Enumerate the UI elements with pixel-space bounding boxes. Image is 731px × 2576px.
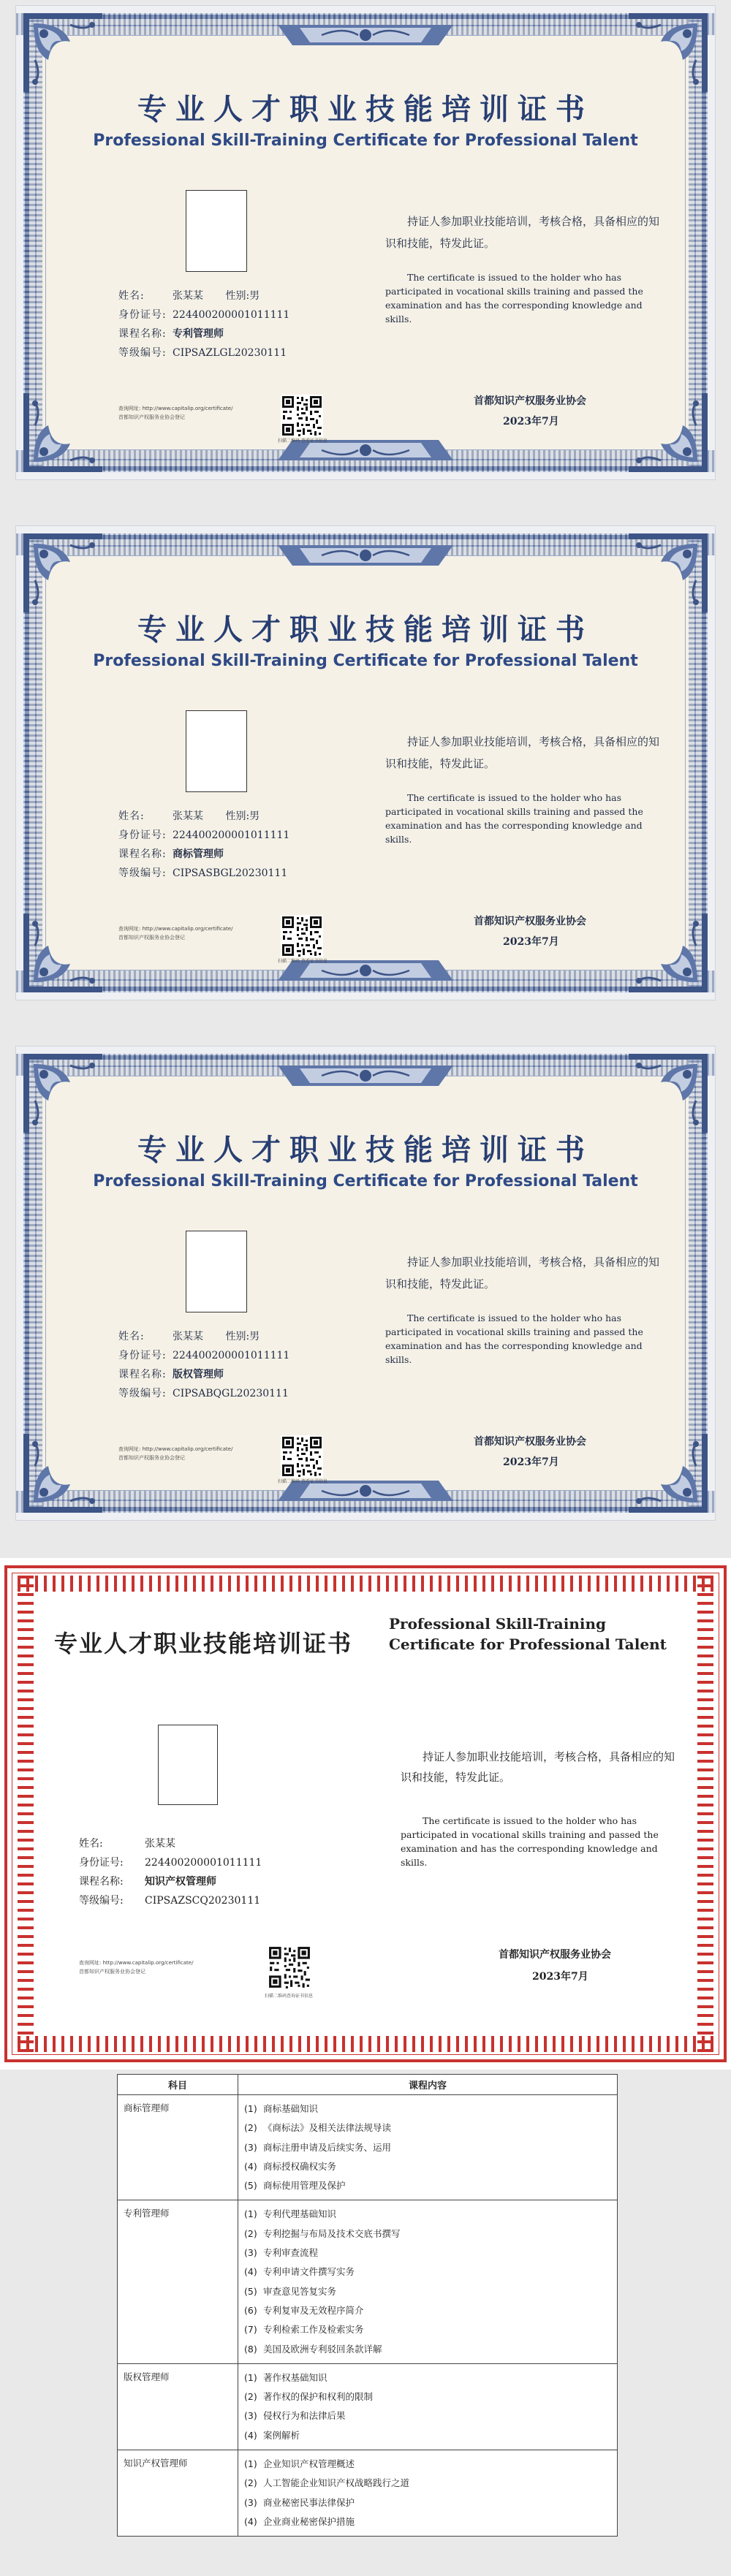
verification-url: 查询网址: http://www.capitalip.org/certificate/ [118, 926, 233, 932]
holder-name: 张某某 [173, 290, 203, 302]
statement-cn: 持证人参加职业技能培训，考核合格，具备相应的知识和技能，特发此证。 [385, 1255, 660, 1291]
item-text: 著作权基础知识 [263, 2371, 327, 2383]
item-number: (4) [244, 2515, 257, 2527]
item-text: 商标使用管理及保护 [263, 2180, 346, 2192]
fret-border-right [697, 1576, 713, 2052]
list-item [244, 2301, 611, 2320]
holder-gender: 男 [249, 810, 260, 822]
id-row [118, 826, 289, 845]
id-row [118, 305, 289, 324]
holder-name: 张某某 [173, 1331, 203, 1342]
verification-registry: 首都知识产权服务业协会登记 [118, 414, 185, 420]
list-item [244, 2100, 611, 2119]
table-row [118, 2450, 618, 2537]
holder-name: 张某某 [145, 1838, 175, 1850]
certificate-title-cn: 专业人才职业技能培训证书 [54, 1630, 353, 1657]
verification-url: 查询网址: http://www.capitalip.org/certificate/ [118, 406, 233, 411]
item-number: (3) [244, 2410, 257, 2422]
top-ornament-icon [278, 22, 453, 48]
course-name: 版权管理师 [173, 1369, 224, 1380]
item-text: 专利挖掘与布局及技术交底书撰写 [263, 2227, 401, 2239]
holder-id-number: 224400200001011111 [173, 829, 290, 841]
name-row [118, 286, 289, 305]
list-item [244, 2119, 611, 2138]
verification-url: 查询网址: http://www.capitalip.org/certificate/ [79, 1960, 194, 1966]
id-label: 身份证号: [118, 829, 167, 841]
statement-cn: 持证人参加职业技能培训，考核合格，具备相应的知识和技能，特发此证。 [385, 215, 660, 250]
certificate-copyright-manager [16, 1046, 715, 1520]
item-text: 《商标法》及相关法律法规导读 [263, 2122, 392, 2134]
item-number: (8) [244, 2343, 257, 2355]
level-number: CIPSABQGL20230111 [173, 1388, 289, 1399]
certificate-title-en: Professional Skill-Training Certificate for Professional Talent [93, 132, 638, 150]
corner-ornament-icon [624, 529, 712, 617]
issue-date: 2023年7月 [503, 936, 559, 948]
statement-cn: 持证人参加职业技能培训，考核合格，具备相应的知识和技能，特发此证。 [401, 1750, 675, 1784]
table-header-row [118, 2075, 618, 2095]
holder-id-number: 224400200001011111 [173, 309, 290, 321]
holder-fields [118, 286, 289, 362]
course-label: 课程名称: [118, 1369, 167, 1380]
corner-ornament-icon [19, 529, 107, 617]
top-ornament-icon [278, 1063, 453, 1089]
holder-fields [118, 1327, 289, 1403]
certificate-title-en: Professional Skill-Training Certificate for Professional Talent [389, 1615, 667, 1653]
holder-gender: 男 [249, 1331, 260, 1342]
level-number: CIPSAZSCQ20230111 [145, 1895, 261, 1907]
level-row [118, 1384, 289, 1403]
content-cell [238, 2095, 618, 2200]
level-label: 等级编号: [118, 867, 167, 879]
level-label: 等级编号: [118, 1388, 167, 1399]
name-label: 姓名: [118, 1331, 145, 1342]
item-text: 案例解析 [263, 2429, 300, 2441]
course-row [118, 1365, 289, 1384]
qr-caption: 扫描二维码查询证书信息 [264, 1994, 313, 1999]
table-row [118, 2200, 618, 2363]
qr-code-icon[interactable] [281, 395, 323, 437]
list-item [244, 2205, 611, 2224]
item-number: (2) [244, 2227, 257, 2239]
list-item [244, 2455, 611, 2474]
subject-cell: 商标管理师 [118, 2095, 238, 2200]
list-item [244, 2224, 611, 2243]
level-label: 等级编号: [118, 347, 167, 359]
statement-en: The certificate is issued to the holder who has participated in vocational skills training and passed the examination and has the corresponding knowledge and skills. [385, 272, 643, 324]
item-number: (1) [244, 2103, 257, 2114]
fret-border-bottom [18, 2036, 713, 2052]
item-number: (3) [244, 2247, 257, 2259]
item-text: 专利代理基础知识 [263, 2208, 337, 2220]
corner-ornament-icon [19, 909, 107, 997]
photo-placeholder [186, 190, 247, 272]
verification-url: 查询网址: http://www.capitalip.org/certificate/ [118, 1446, 233, 1452]
content-cell [238, 2450, 618, 2537]
issue-date: 2023年7月 [532, 1971, 588, 1983]
name-label: 姓名: [79, 1838, 103, 1850]
holder-id-number: 224400200001011111 [145, 1857, 262, 1869]
item-text: 人工智能企业知识产权战略践行之道 [263, 2477, 410, 2489]
item-text: 审查意见答复实务 [263, 2285, 337, 2297]
qr-caption: 扫描二维码 查看证书信息 [278, 1479, 327, 1484]
corner-ornament-icon [624, 1429, 712, 1517]
name-row [118, 807, 289, 826]
item-number: (2) [244, 2122, 257, 2134]
holder-id-number: 224400200001011111 [173, 1350, 290, 1361]
subject-cell: 版权管理师 [118, 2363, 238, 2450]
item-text: 商业秘密民事法律保护 [263, 2496, 355, 2508]
photo-placeholder [158, 1725, 218, 1805]
verification-note [118, 404, 232, 422]
issuer-name: 首都知识产权服务业协会 [474, 1436, 586, 1448]
verification-registry: 首都知识产权服务业协会登记 [79, 1969, 145, 1975]
certificate-title-cn: 专业人才职业技能培训证书 [137, 93, 594, 126]
course-name: 知识产权管理师 [145, 1876, 216, 1888]
qr-caption: 扫描二维码 查看证书信息 [278, 959, 327, 964]
name-row [118, 1327, 289, 1346]
id-label: 身份证号: [118, 309, 167, 321]
top-ornament-icon [278, 542, 453, 569]
verification-note [118, 924, 232, 942]
corner-ornament-icon [19, 389, 107, 476]
issuer-name: 首都知识产权服务业协会 [474, 395, 586, 407]
issue-date: 2023年7月 [503, 416, 559, 428]
holder-name: 张某某 [173, 810, 203, 822]
list-item [244, 2340, 611, 2359]
level-number: CIPSAZLGL20230111 [173, 347, 287, 359]
corner-ornament-icon [624, 909, 712, 997]
list-item [244, 2176, 611, 2195]
name-label: 姓名: [118, 290, 145, 302]
item-number: (1) [244, 2371, 257, 2383]
name-row [79, 1834, 262, 1853]
id-label: 身份证号: [118, 1350, 167, 1361]
id-label: 身份证号: [79, 1857, 124, 1869]
item-text: 美国及欧洲专利驳回条款详解 [263, 2343, 382, 2355]
content-cell [238, 2200, 618, 2363]
id-row [118, 1346, 289, 1365]
item-number: (4) [244, 2266, 257, 2278]
item-number: (5) [244, 2180, 257, 2192]
table-row [118, 2363, 618, 2450]
certificate-title-cn: 专业人才职业技能培训证书 [137, 1133, 594, 1167]
item-number: (1) [244, 2458, 257, 2470]
verification-note [118, 1445, 232, 1462]
list-item [244, 2387, 611, 2406]
level-label: 等级编号: [79, 1895, 124, 1907]
item-text: 商标基础知识 [263, 2103, 319, 2114]
item-number: (4) [244, 2160, 257, 2172]
qr-caption: 扫描二维码 查看证书信息 [278, 438, 327, 444]
column-header-content: 课程内容 [238, 2075, 618, 2095]
course-name: 商标管理师 [173, 848, 224, 860]
gender-label: 性别: [225, 1331, 250, 1342]
statement-en: The certificate is issued to the holder who has participated in vocational skills training and passed the examination and has the corresponding knowledge and skills. [401, 1815, 659, 1868]
list-item [244, 2474, 611, 2493]
list-item [244, 2157, 611, 2176]
course-label: 课程名称: [118, 328, 167, 340]
id-row [79, 1853, 262, 1872]
list-item [244, 2512, 611, 2531]
item-number: (7) [244, 2324, 257, 2336]
fret-border-left [18, 1576, 34, 2052]
certificate-title-cn: 专业人才职业技能培训证书 [137, 613, 594, 647]
qr-code-icon[interactable] [268, 1945, 311, 1989]
course-name: 专利管理师 [173, 328, 224, 340]
item-number: (3) [244, 2496, 257, 2508]
photo-placeholder [186, 1231, 247, 1312]
holder-fields [79, 1834, 262, 1910]
list-item [244, 2282, 611, 2301]
item-text: 专利申请文件撰写实务 [263, 2266, 355, 2278]
item-number: (2) [244, 2477, 257, 2489]
issuer-name: 首都知识产权服务业协会 [474, 916, 586, 927]
course-row [79, 1872, 262, 1891]
statement-en: The certificate is issued to the holder who has participated in vocational skills training and passed the examination and has the corresponding knowledge and skills. [385, 1312, 643, 1365]
certificate-ip-manager [0, 1558, 731, 2070]
item-number: (1) [244, 2208, 257, 2220]
corner-ornament-icon [19, 9, 107, 96]
course-row [118, 324, 289, 343]
list-item [244, 2243, 611, 2262]
list-item [244, 2426, 611, 2445]
corner-ornament-icon [19, 1429, 107, 1517]
issuer-name: 首都知识产权服务业协会 [499, 1949, 611, 1961]
item-number: (6) [244, 2304, 257, 2316]
list-item [244, 2262, 611, 2281]
level-number: CIPSASBGL20230111 [173, 867, 288, 879]
photo-placeholder [186, 710, 247, 792]
statement-en: The certificate is issued to the holder who has participated in vocational skills training and passed the examination and has the corresponding knowledge and skills. [385, 792, 643, 845]
item-text: 侵权行为和法律后果 [263, 2410, 346, 2422]
item-text: 专利检索工作及检索实务 [263, 2324, 364, 2336]
corner-ornament-icon [624, 9, 712, 96]
holder-gender: 男 [249, 290, 260, 302]
content-cell [238, 2363, 618, 2450]
gender-label: 性别: [225, 810, 250, 822]
item-text: 著作权的保护和权利的限制 [263, 2391, 374, 2403]
item-text: 商标注册申请及后续实务、运用 [263, 2141, 392, 2153]
course-label: 课程名称: [79, 1876, 124, 1888]
corner-ornament-icon [19, 1049, 107, 1137]
corner-ornament-icon [624, 1049, 712, 1137]
certificate-trademark-manager [16, 526, 715, 1000]
item-number: (5) [244, 2285, 257, 2297]
course-content-table [117, 2074, 618, 2537]
subject-cell: 知识产权管理师 [118, 2450, 238, 2537]
level-row [79, 1891, 262, 1910]
issue-date: 2023年7月 [503, 1456, 559, 1468]
verification-registry: 首都知识产权服务业协会登记 [118, 935, 185, 941]
qr-code-icon[interactable] [281, 915, 323, 957]
list-item [244, 2320, 611, 2339]
list-item [244, 2406, 611, 2425]
item-number: (3) [244, 2141, 257, 2153]
holder-fields [118, 807, 289, 883]
subject-cell: 专利管理师 [118, 2200, 238, 2363]
course-row [118, 845, 289, 864]
level-row [118, 343, 289, 362]
item-number: (4) [244, 2429, 257, 2441]
verification-registry: 首都知识产权服务业协会登记 [118, 1455, 185, 1461]
item-text: 企业商业秘密保护措施 [263, 2515, 355, 2527]
item-number: (2) [244, 2391, 257, 2403]
item-text: 专利复审及无效程序简介 [263, 2304, 364, 2316]
list-item [244, 2138, 611, 2157]
course-label: 课程名称: [118, 848, 167, 860]
certificate-title-en: Professional Skill-Training Certificate for Professional Talent [93, 1172, 638, 1190]
table-row [118, 2095, 618, 2200]
fret-border-top [18, 1576, 713, 1592]
certificate-title-en: Professional Skill-Training Certificate for Professional Talent [93, 652, 638, 670]
item-text: 专利审查流程 [263, 2247, 319, 2259]
corner-ornament-icon [624, 389, 712, 476]
verification-note [79, 1958, 193, 1976]
statement-cn: 持证人参加职业技能培训，考核合格，具备相应的知识和技能，特发此证。 [385, 735, 660, 770]
name-label: 姓名: [118, 810, 145, 822]
column-header-subject: 科目 [118, 2075, 238, 2095]
item-text: 商标授权确权实务 [263, 2160, 337, 2172]
qr-code-icon[interactable] [281, 1435, 323, 1478]
gender-label: 性别: [225, 290, 250, 302]
certificate-patent-manager [16, 6, 715, 479]
list-item [244, 2368, 611, 2387]
list-item [244, 2493, 611, 2512]
level-row [118, 864, 289, 883]
item-text: 企业知识产权管理概述 [263, 2458, 355, 2470]
